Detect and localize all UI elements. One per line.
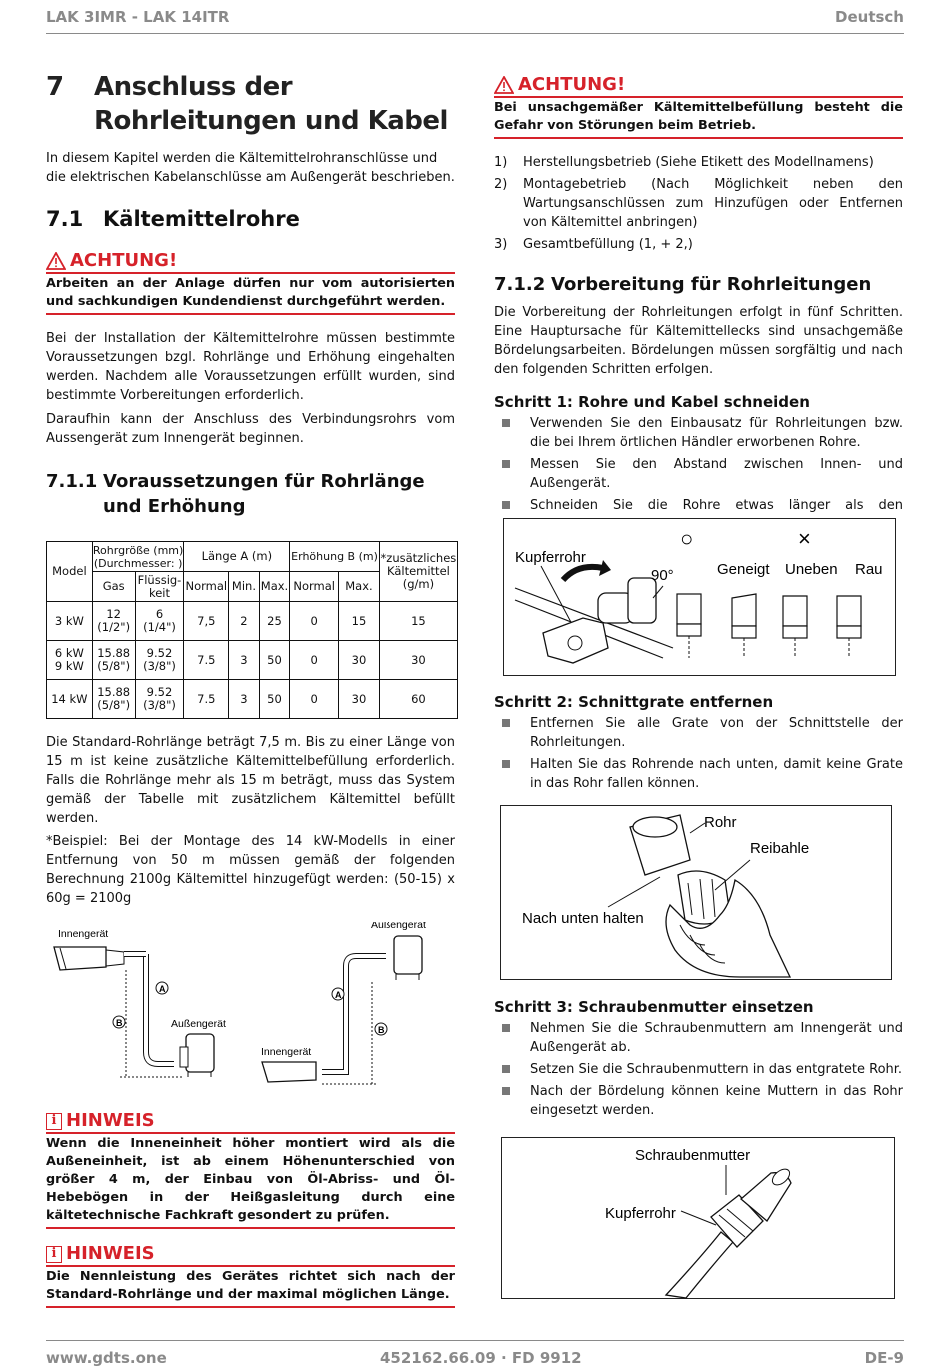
footer-page-number: DE-9: [864, 1349, 904, 1367]
warning-box-1: [46, 250, 455, 315]
paragraph: Die Vorbereitung der Rohrleitungen erfolgt in fünf Schritten. Eine Hauptursache für Kältemittellecks sind unsachgemäße Bördelungsarbeiten. Bördelungen müssen sorgfältig und nach den folgenden Schritten erfolgen.: [494, 305, 903, 377]
table-row: 3 kW 12 (1/2") 6 (1/4") 7,5 2 25 0 15 15: [47, 602, 458, 641]
paragraph: Bei der Installation der Kältemittelrohre müssen bestimmte Voraussetzungen bzgl. Rohrlänge und Erhöhung eingehalten werden. Nachdem alle Voraussetzungen erfüllt wurden, sind bestimmte Vorbereitungen erforderlich.: [46, 331, 455, 403]
list-item: Entfernen Sie alle Grate von der Schnittstelle der Rohrleitungen.: [494, 714, 903, 752]
warning-box-2: [494, 74, 903, 139]
warning-text: Arbeiten an der Anlage dürfen nur vom autorisierten und sachkundigen Kundendienst durchgeführt werden.: [46, 276, 455, 309]
list-item: Verwenden Sie den Einbausatz für Rohrleitungen bzw. die bei Ihrem örtlichen Händler erworbenen Rohre.: [494, 414, 903, 452]
list-item: 2) Montagebetrieb (Nach Möglichkeit neben den Wartungsanschlüssen zum Hinzufügen oder Entfernen von Kältemittel anbringen): [494, 177, 903, 230]
step3-title: Schritt 3: Schraubenmutter einsetzen: [494, 998, 814, 1016]
label-indoor-unit: Innengerät: [58, 928, 109, 940]
svg-text:A: A: [159, 984, 166, 994]
warning-text: Bei unsachgemäßer Kältemittelbefüllung besteht die Gefahr von Störungen beim Betrieb.: [494, 100, 903, 133]
footer-website: www.gdts.one: [46, 1349, 167, 1367]
label-inclined: Geneigt: [717, 561, 770, 578]
list-item: Halten Sie das Rohrende nach unten, damit keine Grate in das Rohr fallen können.: [494, 755, 903, 793]
step1-title: Schritt 1: Rohre und Kabel schneiden: [494, 393, 810, 411]
warning-triangle-icon: [46, 252, 66, 270]
warning-label: ACHTUNG!: [70, 250, 178, 271]
step2-section: [494, 692, 903, 796]
svg-text:B: B: [116, 1018, 123, 1028]
label-reamer: Reibahle: [750, 840, 810, 857]
label-angle: 90°: [651, 567, 674, 584]
flare-nut-figure: [501, 1137, 895, 1299]
page-footer: [46, 1340, 904, 1368]
pipe-cutting-figure: [503, 518, 896, 676]
table-row: 14 kW 15.88 (5/8") 9.52 (3/8") 7.5 3 50 0 30 60: [47, 680, 458, 719]
list-item: Setzen Sie die Schraubenmuttern in das entgratete Rohr.: [494, 1060, 903, 1079]
paragraph: Die Standard-Rohrlänge beträgt 7,5 m. Bis zu einer Länge von 15 m ist keine zusätzliche Kältemittelbefüllung erforderlich. Falls die Rohrlänge mehr als 15 m beträgt, muss das System gemäß der Tabelle mit zusätzlichem Kältemittel befüllt werden.: [46, 735, 455, 826]
step3-list: [494, 1019, 903, 1120]
wrong-mark-icon: ×: [798, 526, 811, 551]
label-flare-nut: Schraubenmutter: [635, 1147, 751, 1164]
label-indoor-unit: Innengerät: [261, 1046, 312, 1058]
warning-triangle-icon: [494, 76, 514, 94]
bullet-square: [502, 719, 510, 727]
step2-list: [494, 714, 903, 793]
deburring-figure: [500, 805, 892, 980]
left-column: [46, 70, 455, 1308]
bullet-square: [502, 501, 510, 509]
list-item: Messen Sie den Abstand zwischen Innen- und Außengerät.: [494, 455, 903, 493]
hinweis-box-1: [46, 1110, 455, 1229]
label-uneven: Uneben: [785, 561, 838, 578]
step2-title: Schritt 2: Schnittgrate entfernen: [494, 693, 774, 711]
hinweis-box-2: [46, 1243, 455, 1308]
hinweis-text: Wenn die Inneneinheit höher montiert wird als die Außeneinheit, ist ab einem Höhenunterschied von größer 4 m, der Einbau von Öl-Abriss- und Öl-Hebebögen in der Heißgasleitung durch eine kältetechnische Fachkraft gesondert zu prüfen.: [46, 1136, 455, 1223]
list-item: Nach der Bördelung können keine Muttern in das Rohr eingesetzt werden.: [494, 1082, 903, 1120]
bullet-square: [502, 1087, 510, 1095]
chapter-intro: In diesem Kapitel werden die Kältemittelrohranschlüsse und die elektrischen Kabelanschlüsse am Außengerät beschrieben.: [46, 151, 455, 185]
warning-label: ACHTUNG!: [518, 74, 626, 95]
bullet-square: [502, 460, 510, 468]
list-item: 1) Herstellungsbetrieb (Siehe Etikett des Modellnamens): [494, 155, 874, 170]
list-item: Nehmen Sie die Schraubenmuttern am Innengerät und Außengerät ab.: [494, 1019, 903, 1057]
chapter-title: 7 Anschluss der Rohrleitungen und Kabel: [46, 72, 448, 136]
hinweis-text: Die Nennleistung des Gerätes richtet sich nach der Standard-Rohrlänge und der maximal möglichen Länge.: [46, 1269, 455, 1302]
bullet-square: [502, 1065, 510, 1073]
page-header: [46, 6, 904, 34]
list-item: 3) Gesamtbefüllung (1, + 2,): [494, 237, 693, 252]
step1-list: [494, 414, 903, 534]
pipe-spec-table: Model Rohrgröße (mm) (Durchmesser: ) Länge A (m) Erhöhung B (m) *zusätzliches Kältemittel (g/m) Gas Flüssig-keit Normal Min. Max. Normal Max. 3 kW 12 (1/2") 6 (1/4") 7,5 2 25 0 15 15 6 kW 9 kW 15.88 (5/8") 9.52 (3/8") 7.5 3 50 0 30 30 14 kW 15.88 (5/8") 9.52 (3/8") 7.5 3 50 0 30 60: [46, 541, 458, 719]
label-copper-pipe: Kupferrohr: [605, 1205, 676, 1222]
label-pipe: Rohr: [704, 814, 737, 831]
paragraph: Daraufhin kann der Anschluss des Verbindungsrohrs vom Aussengerät zum Innengerät beginnen.: [46, 412, 455, 446]
bullet-square: [502, 760, 510, 768]
charge-list: [494, 153, 903, 254]
section-title-7-1: 7.1 Kältemittelrohre: [46, 207, 300, 231]
label-outdoor-unit: Außengerät: [171, 1018, 226, 1030]
header-model: LAK 3IMR - LAK 14ITR: [46, 8, 230, 26]
label-hold-down: Nach unten halten: [522, 910, 644, 927]
footer-doc-number: 452162.66.09 · FD 9912: [380, 1349, 582, 1367]
label-outdoor-unit: Außengerät: [371, 922, 426, 931]
info-icon: i: [46, 1113, 62, 1130]
label-copper-pipe: Kupferrohr: [515, 549, 586, 566]
bullet-square: [502, 419, 510, 427]
label-rough: Rau: [855, 561, 883, 578]
hinweis-label: HINWEIS: [66, 1110, 155, 1131]
installation-height-diagram: [46, 922, 455, 1092]
hinweis-label: HINWEIS: [66, 1243, 155, 1264]
correct-mark-icon: ○: [680, 526, 694, 551]
section-title-7-1-1: 7.1.1 Voraussetzungen für Rohrlänge und Erhöhung: [46, 471, 425, 517]
svg-text:B: B: [378, 1025, 385, 1035]
paragraph: *Beispiel: Bei der Montage des 14 kW-Modells in einer Entfernung von 50 m müssen gemäß der folgenden Berechnung 2100g Kältemittel hinzugefügt werden: (50-15) x 60g = 2100g: [46, 834, 455, 906]
bullet-square: [502, 1024, 510, 1032]
list-item: Schneiden Sie die Rohre etwas länger als den: [494, 496, 903, 534]
info-icon: i: [46, 1246, 62, 1263]
header-language: Deutsch: [835, 8, 904, 26]
table-row: 6 kW 9 kW 15.88 (5/8") 9.52 (3/8") 7.5 3 50 0 30 30: [47, 641, 458, 680]
right-column: [494, 70, 903, 537]
step3-section: [494, 997, 903, 1123]
svg-text:A: A: [335, 990, 342, 1000]
section-title-7-1-2: 7.1.2 Vorbereitung für Rohrleitungen: [494, 274, 872, 295]
